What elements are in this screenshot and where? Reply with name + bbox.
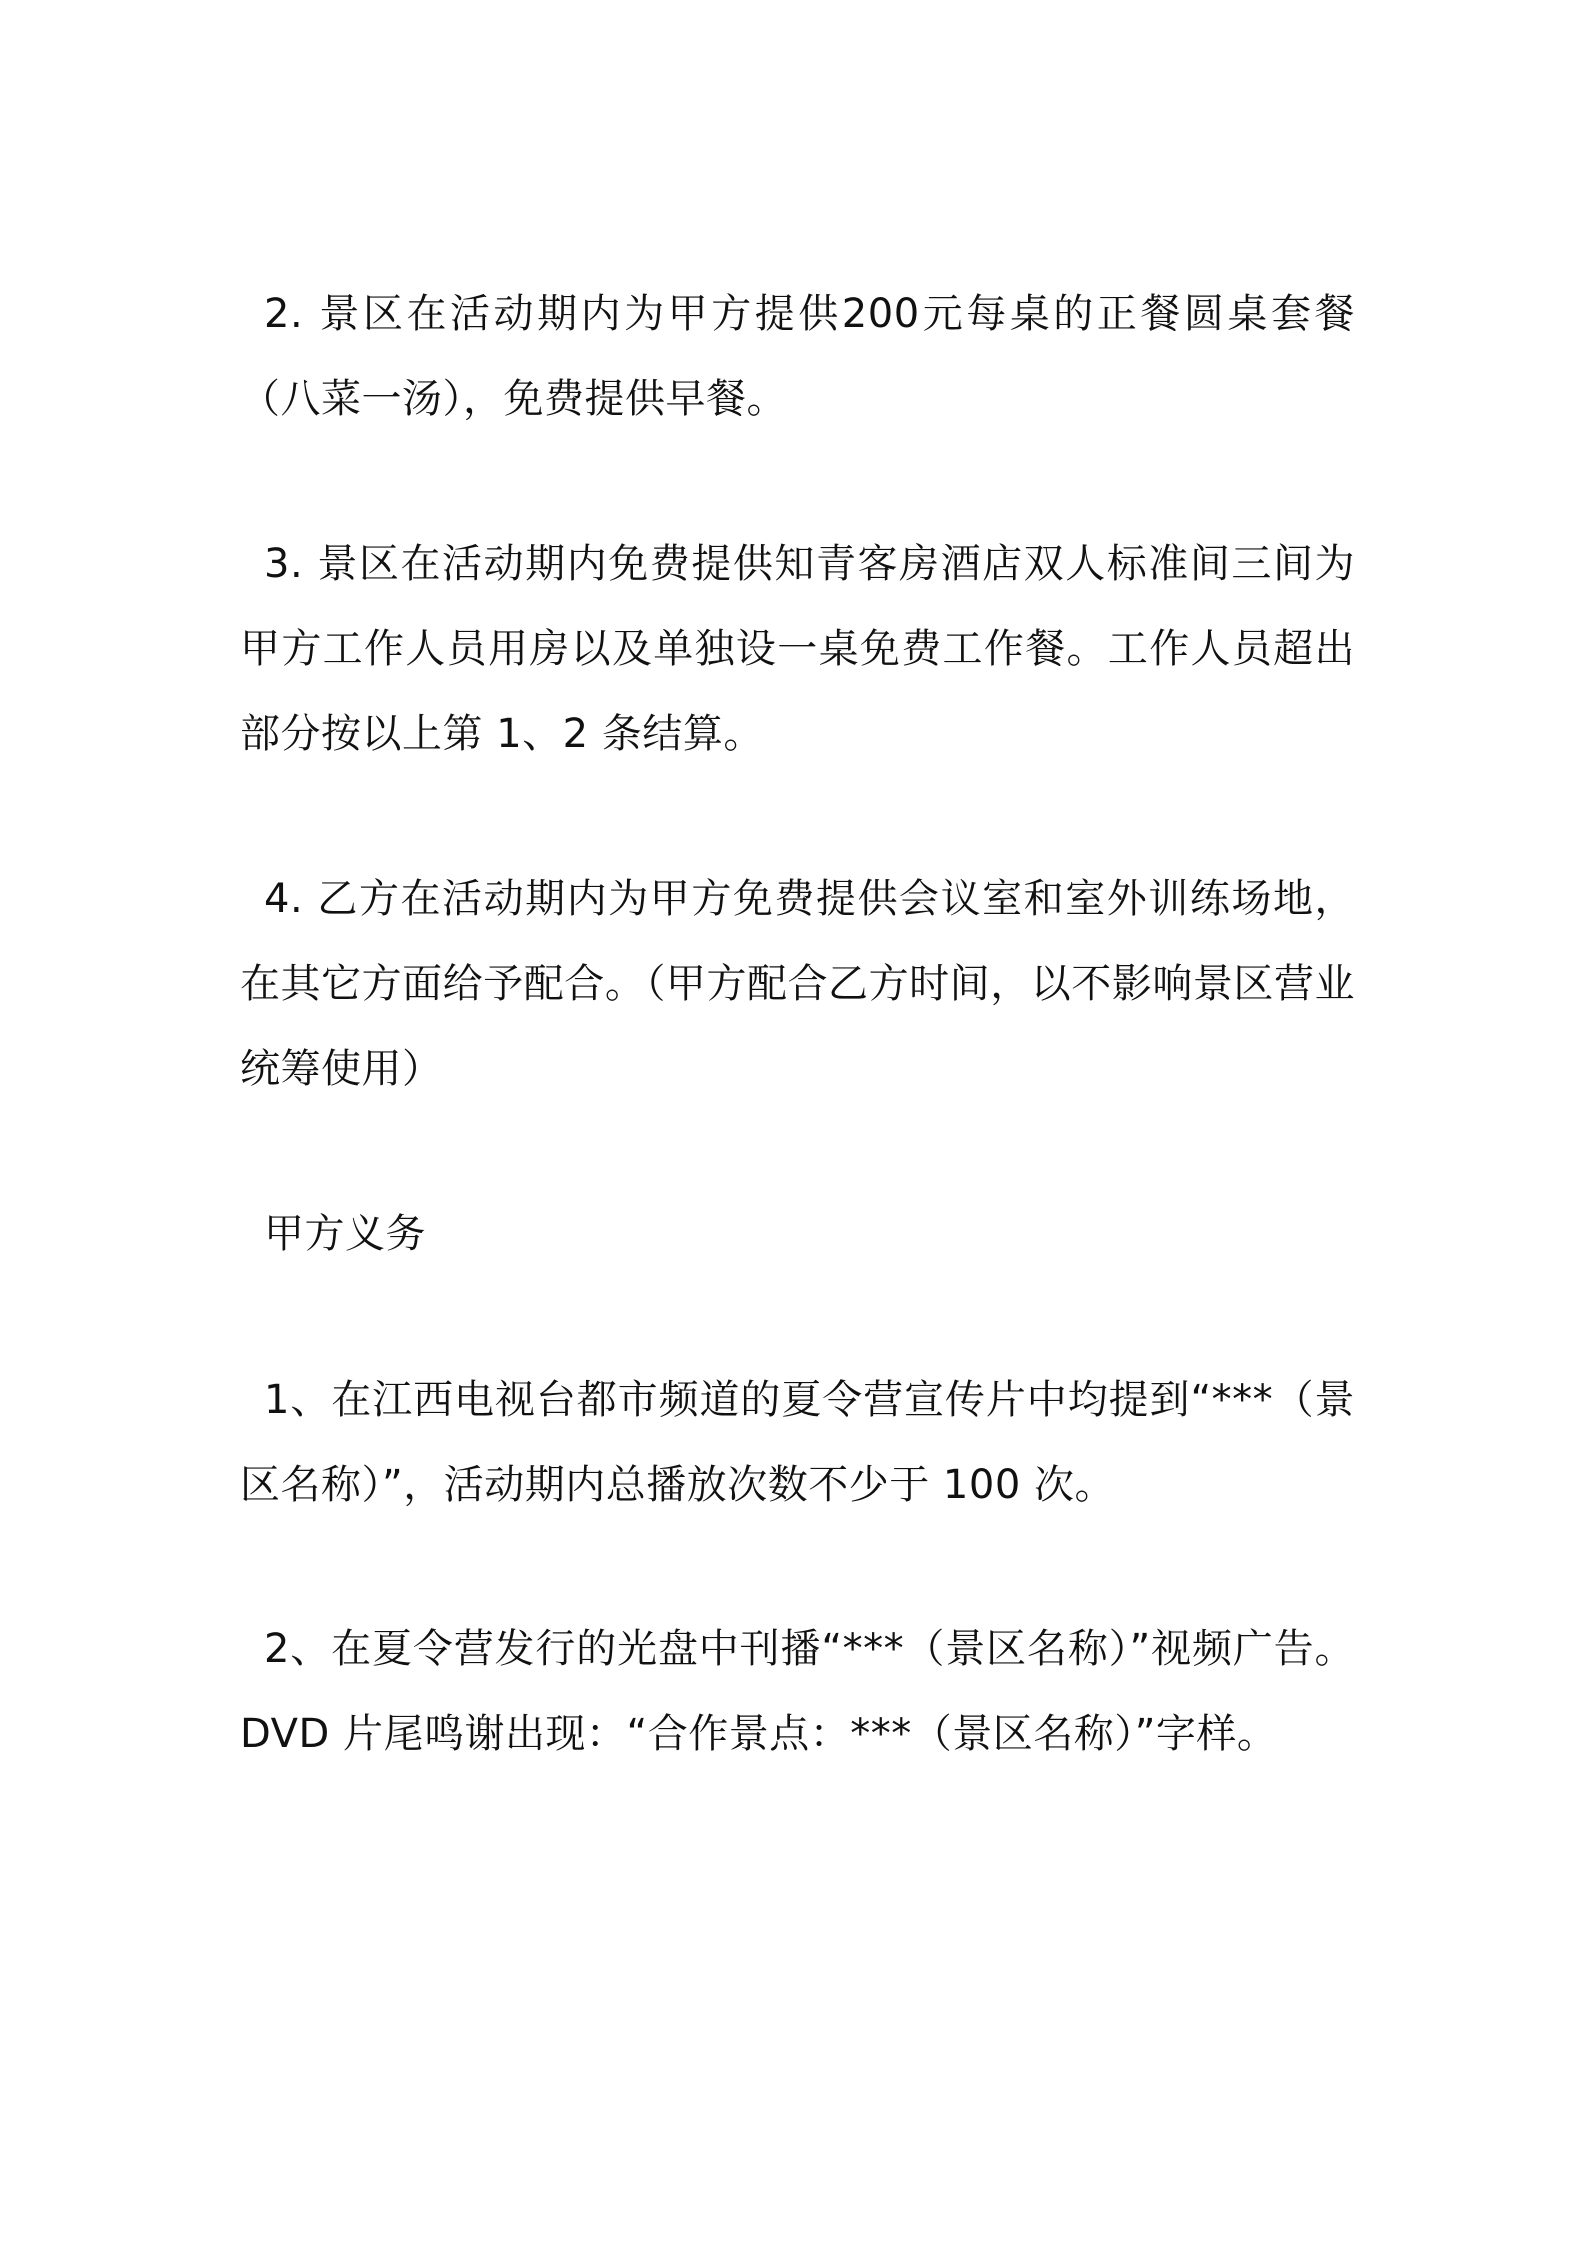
obligation-item-2: 2、在夏令营发行的光盘中刊播“***（景区名称）”视频广告。DVD 片尾鸣谢出现：“合作景点：***（景区名称）”字样。	[240, 1626, 1355, 1757]
paragraph-item-2: 2. 景区在活动期内为甲方提供200元每桌的正餐圆桌套餐（八菜一汤），免费提供早餐。	[240, 291, 1355, 422]
section-heading: 甲方义务	[264, 1211, 426, 1257]
paragraph-item-3: 3. 景区在活动期内免费提供知青客房酒店双人标准间三间为甲方工作人员用房以及单独设一桌免费工作餐。工作人员超出部分按以上第 1、2 条结算。	[240, 541, 1355, 757]
paragraph-item-4: 4. 乙方在活动期内为甲方免费提供会议室和室外训练场地，在其它方面给予配合。（甲方配合乙方时间，以不影响景区营业统筹使用）	[240, 876, 1355, 1092]
obligation-item-1: 1、在江西电视台都市频道的夏令营宣传片中均提到“***（景区名称）”，活动期内总播放次数不少于 100 次。	[240, 1377, 1355, 1508]
